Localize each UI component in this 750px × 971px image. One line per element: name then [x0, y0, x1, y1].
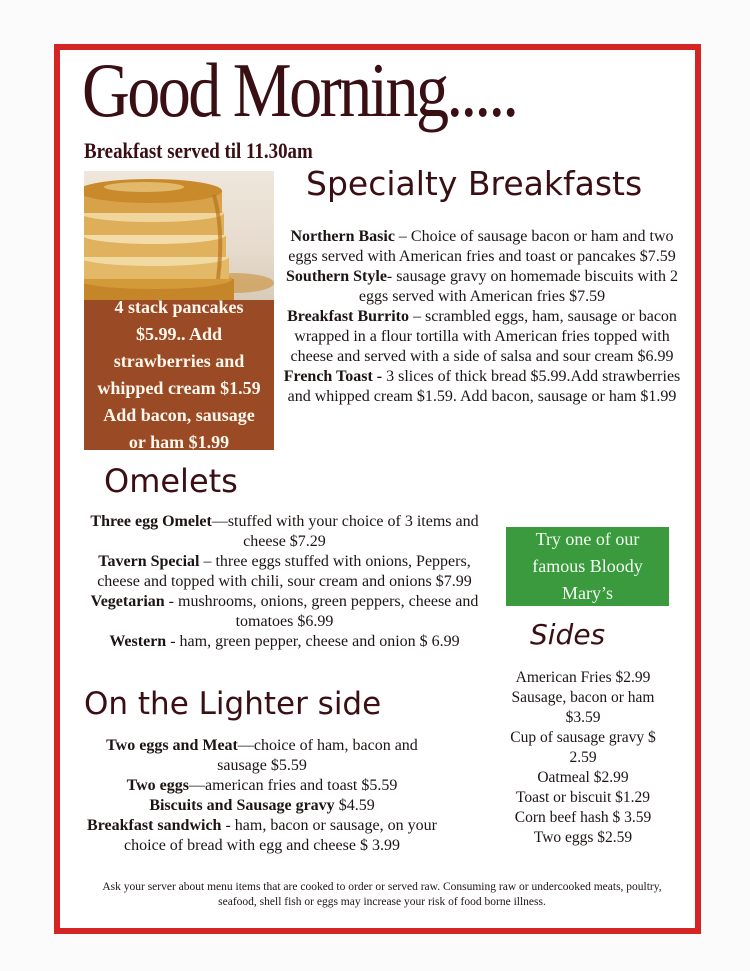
pancake-promo-line: Add bacon, sausage — [103, 405, 255, 425]
item-desc: – scrambled eggs, ham, sausage or bacon wrapped in a flour tortilla with American fries topped with cheese and served with a side of salsa and sour cream $6.99 — [290, 308, 677, 365]
menu-item — [82, 552, 487, 592]
item-name: Biscuits and Sausage gravy — [149, 797, 335, 814]
menu-item — [282, 227, 682, 267]
pancake-promo-line: 4 stack pancakes — [114, 297, 244, 317]
item-name: Two eggs and Meat — [106, 737, 238, 754]
specialty-list — [282, 227, 682, 407]
sides-list — [503, 668, 663, 848]
bloody-mary-promo-box — [506, 527, 669, 606]
item-desc: - ham, bacon or sausage, on your choice of bread with egg and cheese $ 3.99 — [124, 817, 437, 854]
side-item: Cup of sausage gravy $ 2.59 — [510, 729, 656, 766]
bloody-mary-line: Try one of our — [535, 529, 640, 549]
item-name: Three egg Omelet — [90, 513, 212, 530]
item-desc: – three eggs stuffed with onions, Peppers, cheese and topped with chili, sour cream and onions $7.99 — [97, 553, 472, 590]
item-desc: $4.59 — [334, 797, 375, 814]
food-safety-disclaimer: Ask your server about menu items that are cooked to order or served raw. Consuming raw or undercooked meats, poultry, seafood, shell fish or eggs may increase your risk of food borne illness. — [102, 881, 662, 908]
menu-item — [82, 632, 487, 652]
item-name: Northern Basic — [290, 228, 395, 245]
breakfast-hours: Breakfast served til 11.30am — [84, 138, 313, 163]
item-name: Southern Style — [286, 268, 387, 285]
page-title: Good Morning..... — [82, 47, 517, 133]
pancake-promo-line: $5.99.. Add — [135, 324, 222, 344]
item-name: Western — [109, 633, 167, 650]
menu-item — [82, 796, 442, 816]
menu-item — [82, 512, 487, 552]
pancake-promo-line: strawberries and — [113, 351, 245, 371]
side-item: Sausage, bacon or ham $3.59 — [511, 689, 655, 726]
pancake-stack-photo — [84, 171, 274, 300]
item-desc: —stuffed with your choice of 3 items and cheese $7.29 — [211, 513, 479, 550]
bloody-mary-line: famous Bloody — [532, 556, 643, 576]
section-heading-specialty: Specialty Breakfasts — [306, 164, 643, 203]
section-heading-sides: Sides — [530, 618, 606, 651]
menu-item — [282, 267, 682, 307]
menu-item — [82, 776, 442, 796]
pancake-promo-line: or ham $1.99 — [128, 432, 230, 452]
side-item: Corn beef hash $ 3.59 — [514, 809, 652, 826]
item-name: Breakfast Burrito — [287, 308, 409, 325]
pancake-promo-line: whipped cream $1.59 — [97, 378, 261, 398]
item-name: Vegetarian — [90, 593, 165, 610]
lighter-side-list — [82, 736, 442, 856]
item-desc: - mushrooms, onions, green peppers, cheese and tomatoes $6.99 — [164, 593, 479, 630]
item-desc: —american fries and toast $5.59 — [189, 777, 398, 794]
menu-item — [82, 816, 442, 856]
bloody-mary-line: Mary’s — [562, 583, 613, 603]
item-name: French Toast - — [283, 368, 383, 385]
item-desc: 3 slices of thick bread $5.99.Add strawberries and whipped cream $1.59. Add bacon, sausage or ham $1.99 — [287, 368, 681, 405]
menu-item — [282, 307, 682, 367]
side-item: American Fries $2.99 — [515, 669, 651, 686]
pancake-promo-box — [84, 297, 274, 452]
side-item: Toast or biscuit $1.29 — [515, 789, 651, 806]
item-desc: - ham, green pepper, cheese and onion $ 6.99 — [166, 633, 460, 650]
item-name: Two eggs — [126, 777, 189, 794]
section-heading-lighter: On the Lighter side — [84, 686, 382, 722]
menu-item — [82, 592, 487, 632]
item-name: Tavern Special — [98, 553, 200, 570]
item-name: Breakfast sandwich — [87, 817, 222, 834]
side-item: Oatmeal $2.99 — [537, 769, 629, 786]
item-desc: – Choice of sausage bacon or ham and two eggs served with American fries and toast or pancakes $7.59 — [288, 228, 676, 265]
item-desc: - sausage gravy on homemade biscuits with 2 eggs served with American fries $7.59 — [358, 268, 678, 305]
section-heading-omelets: Omelets — [104, 462, 238, 500]
menu-item — [82, 736, 442, 776]
menu-item — [282, 367, 682, 407]
pancake-stack-icon — [84, 171, 274, 300]
side-item: Two eggs $2.59 — [533, 829, 633, 846]
omelets-list — [82, 512, 487, 652]
item-desc: —choice of ham, bacon and sausage $5.59 — [217, 737, 418, 774]
